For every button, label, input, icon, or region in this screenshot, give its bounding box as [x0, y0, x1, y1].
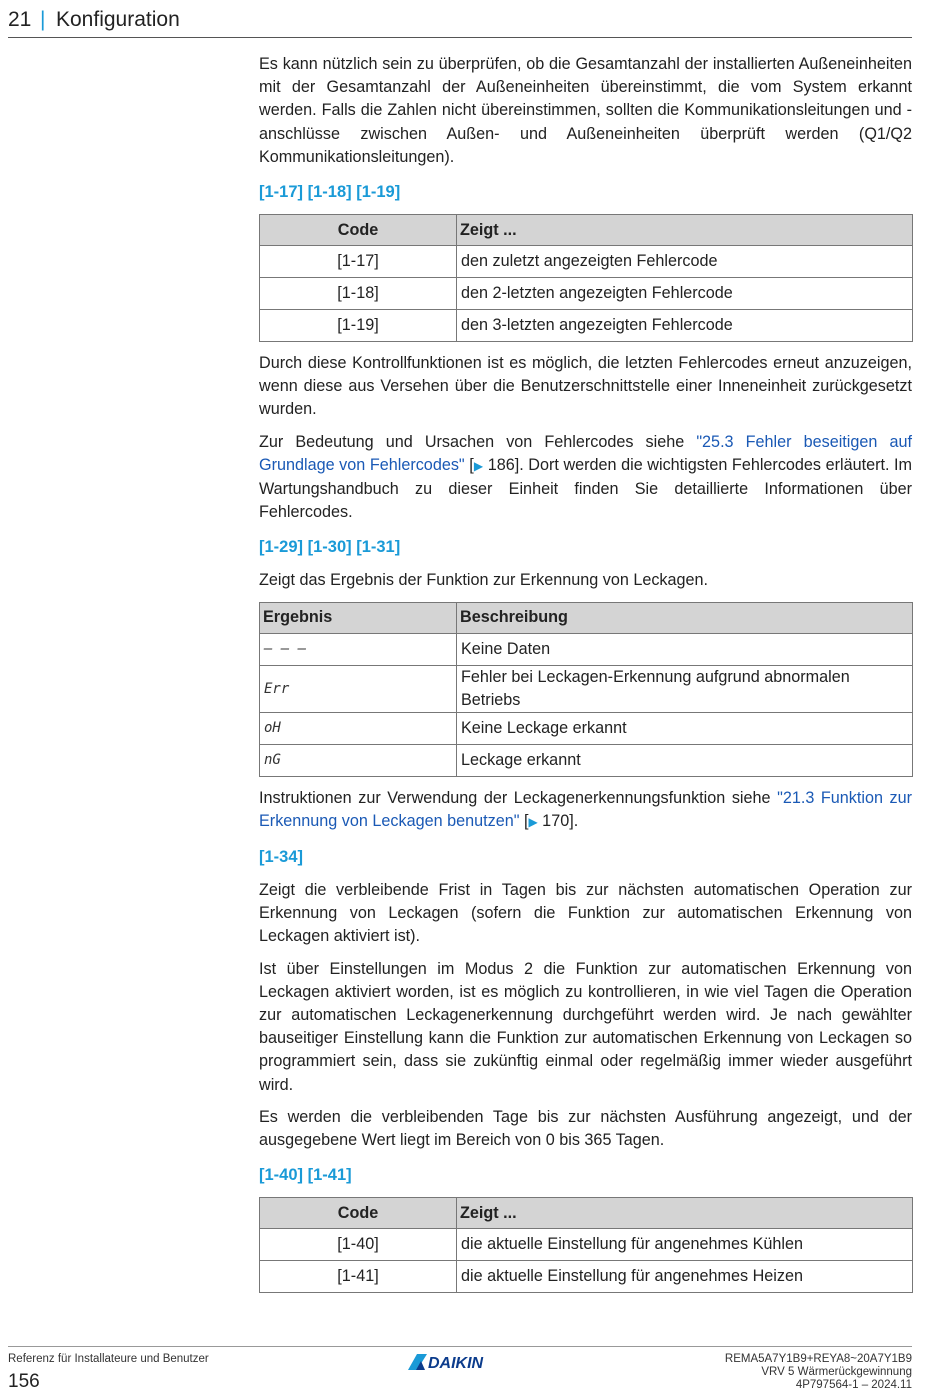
page-arrow-icon: ▶ [528, 814, 538, 829]
paragraph-range: Es werden die verbleibenden Tage bis zur nächsten Ausführung angezeigt, und der ausgegebene Wert liegt im Bereich von 0 bis 365 Tagen. [259, 1107, 912, 1150]
table-row [260, 633, 913, 665]
cell-text: die aktuelle Einstellung für angenehmes Heizen [457, 1261, 913, 1293]
table-comfort-settings [259, 1197, 913, 1293]
cell-description: Fehler bei Leckagen-Erkennung aufgrund abnormalen Betriebs [457, 665, 913, 712]
column-header-code: Code [260, 1198, 457, 1229]
paragraph-reset-info: Durch diese Kontrollfunktionen ist es möglich, die letzten Fehlercodes erneut anzuzeigen, wenn diese aus Versehen über die Benutzerschnittstelle einer Inneneinheit zurückgesetzt wurden. [259, 354, 912, 419]
text-run: [ [519, 811, 529, 830]
text-run: Zur Bedeutung und Ursachen von Fehlercodes siehe [259, 432, 697, 451]
column-header-description: Beschreibung [457, 602, 913, 633]
column-header-result: Ergebnis [260, 602, 457, 633]
cell-text: den zuletzt angezeigten Fehlercode [457, 246, 913, 278]
column-header-code: Code [260, 215, 457, 246]
chapter-number: 21 [8, 8, 32, 31]
cell-result-code: oH [260, 712, 457, 744]
chapter-title: Konfiguration [56, 8, 180, 31]
page-reference: 186 [483, 455, 515, 474]
cell-text: den 2-letzten angezeigten Fehlercode [457, 278, 913, 310]
footer-series: VRV 5 Wärmerückgewinnung [761, 1366, 912, 1378]
column-header-shows: Zeigt ... [457, 1198, 913, 1229]
paragraph-leak-result: Zeigt das Ergebnis der Funktion zur Erkennung von Leckagen. [259, 571, 709, 590]
text-run: ]. [569, 811, 579, 830]
table-leak-results [259, 602, 913, 777]
cell-text: die aktuelle Einstellung für angenehmes Kühlen [457, 1229, 913, 1261]
text-run: ]. Dort werden die wichtigsten Fehlercodes erläutert. Im Wartungshandbuch zu dieser Einheit finden Sie detaillierte Informationen über Fehlercodes. [259, 455, 913, 522]
cell-code: [1-19] [260, 310, 457, 342]
cell-text: den 3-letzten angezeigten Fehlercode [457, 310, 913, 342]
cell-description: Keine Daten [457, 633, 913, 665]
footer-model-info [725, 1353, 912, 1392]
footer-doc-title: Referenz für Installateure und Benutzer [8, 1353, 209, 1365]
daikin-logo [408, 1352, 512, 1372]
footer-model: REMA5A7Y1B9+REYA8~20A7Y1B9 [724, 1353, 912, 1365]
cell-code: [1-40] [260, 1229, 457, 1261]
cell-result-code: nG [260, 744, 457, 776]
table-row [260, 246, 913, 278]
table-row [260, 278, 913, 310]
header-separator: | [40, 8, 46, 31]
cell-result-code: Err [260, 665, 457, 712]
table-row [260, 712, 913, 744]
page-arrow-icon: ▶ [473, 458, 484, 473]
table-header-row [260, 602, 913, 633]
cell-result-code: – – – [260, 633, 457, 665]
paragraph-remaining-days: Zeigt die verbleibende Frist in Tagen bis zur nächsten automatischen Operation zur Erkennung von Leckagen (sofern die Funktion zur automatischen Erkennung von Leckagen aktiviert ist). [259, 881, 912, 946]
table-row [260, 665, 913, 712]
heading-1-17: [1-17] [1-18] [1-19] [259, 183, 401, 202]
page-number: 156 [8, 1371, 40, 1392]
cell-code: [1-41] [260, 1261, 457, 1293]
heading-1-40: [1-40] [1-41] [259, 1166, 352, 1185]
cell-code: [1-18] [260, 278, 457, 310]
heading-1-34: [1-34] [259, 848, 304, 867]
table-row [260, 1229, 913, 1261]
main-content [259, 53, 912, 1303]
paragraph-leak-instructions [259, 787, 912, 834]
heading-1-29: [1-29] [1-30] [1-31] [259, 538, 401, 557]
column-header-shows: Zeigt ... [457, 215, 913, 246]
cell-description: Keine Leckage erkannt [457, 712, 913, 744]
table-error-codes [259, 214, 913, 342]
link-leak-function[interactable]: "21.3 Funktion zur Erkennung von Leckagen benutzen" [259, 788, 913, 830]
paragraph-intro: Es kann nützlich sein zu überprüfen, ob die Gesamtanzahl der installierten Außeneinheiten mit der Gesamtanzahl der Außeneinheiten übereinstimmt, die vom System erkannt werden. Falls die Zahlen nicht übereinstimmen, sollten die Kommunikationsleitungen und -anschlüsse zwischen Außen- und Außeneinheiten überprüft werden (Q1/Q2 Kommunikationsleitungen). [259, 55, 912, 166]
paragraph-error-reference [259, 431, 912, 525]
text-run: [ [464, 455, 474, 474]
table-row [260, 744, 913, 776]
table-row [260, 1261, 913, 1293]
page-header [8, 5, 912, 38]
daikin-logo-text: DAIKIN [428, 1355, 484, 1372]
page-reference: 170 [537, 811, 570, 830]
table-row [260, 310, 913, 342]
link-error-codes[interactable]: "25.3 Fehler beseitigen auf Grundlage von Fehlercodes" [259, 432, 912, 474]
footer-doc-number: 4P797564-1 – 2024.11 [795, 1379, 912, 1391]
text-run: Instruktionen zur Verwendung der Leckagenerkennungsfunktion siehe [259, 788, 778, 807]
table-header-row [260, 215, 913, 246]
cell-description: Leckage erkannt [457, 744, 913, 776]
footer-divider [8, 1346, 912, 1347]
paragraph-mode-2: Ist über Einstellungen im Modus 2 die Funktion zur automatischen Erkennung von Leckagen aktiviert worden, ist es möglich zu kontrollieren, in wie viel Tagen die Operation zur automatischen Leckagenerkennung durchgeführt werden wird. Je nach gewählter bauseitiger Einstellung kann die Funktion zur automatischen Erkennung von Leckagen so programmiert sein, dass sie zukünftig einmal oder regelmäßig immer wieder ausgeführt wird. [259, 959, 912, 1094]
cell-code: [1-17] [260, 246, 457, 278]
table-header-row [260, 1198, 913, 1229]
